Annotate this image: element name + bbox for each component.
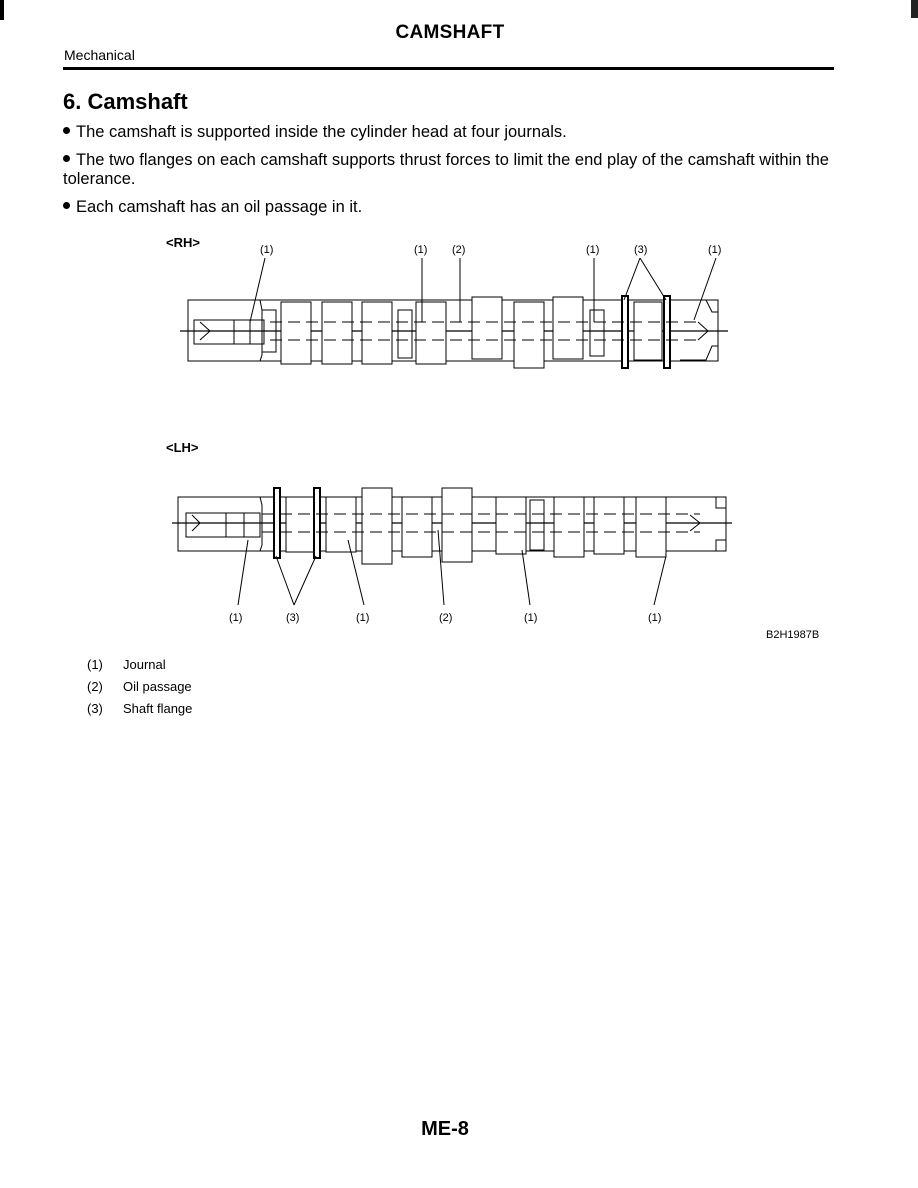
legend-num: (3) <box>87 701 103 716</box>
legend-num: (2) <box>87 679 103 694</box>
legend-text: Shaft flange <box>123 701 193 716</box>
rh-callout-3: (2) <box>452 244 466 256</box>
rh-callout-1: (1) <box>260 244 274 256</box>
bullet-text: Each camshaft has an oil passage in it. <box>76 198 363 216</box>
lh-callout-3: (1) <box>356 612 370 624</box>
rh-callout-4: (1) <box>586 244 600 256</box>
bullet-text: The two flanges on each camshaft supports thrust forces to limit the end play of the camshaft within the tolerance. <box>63 151 829 188</box>
legend-row <box>87 657 192 679</box>
lh-camshaft-drawing <box>172 488 732 564</box>
rh-callout-2: (1) <box>414 244 428 256</box>
figure-id: B2H1987B <box>766 629 820 641</box>
legend <box>87 657 192 723</box>
bullet-text: The camshaft is supported inside the cylinder head at four journals. <box>76 123 567 141</box>
legend-num: (1) <box>87 657 103 672</box>
legend-text: Journal <box>123 657 166 672</box>
lh-callout-2: (3) <box>286 612 300 624</box>
rh-callout-6: (1) <box>708 244 722 256</box>
legend-row <box>87 679 192 701</box>
running-title: CAMSHAFT <box>395 22 505 43</box>
rh-label: <RH> <box>166 235 200 250</box>
lh-callout-5: (1) <box>524 612 538 624</box>
page-number: ME-8 <box>421 1118 469 1140</box>
lh-callout-4: (2) <box>439 612 453 624</box>
rh-camshaft-drawing <box>180 296 728 368</box>
lh-callout-6: (1) <box>648 612 662 624</box>
section-label: Mechanical <box>64 47 135 63</box>
lh-label: <LH> <box>166 440 199 455</box>
rh-callout-5: (3) <box>634 244 648 256</box>
legend-row <box>87 701 192 723</box>
page-heading: 6. Camshaft <box>63 89 188 114</box>
lh-callout-1: (1) <box>229 612 243 624</box>
legend-text: Oil passage <box>123 679 192 694</box>
lh-callouts <box>229 612 661 624</box>
rh-callouts <box>260 244 721 256</box>
